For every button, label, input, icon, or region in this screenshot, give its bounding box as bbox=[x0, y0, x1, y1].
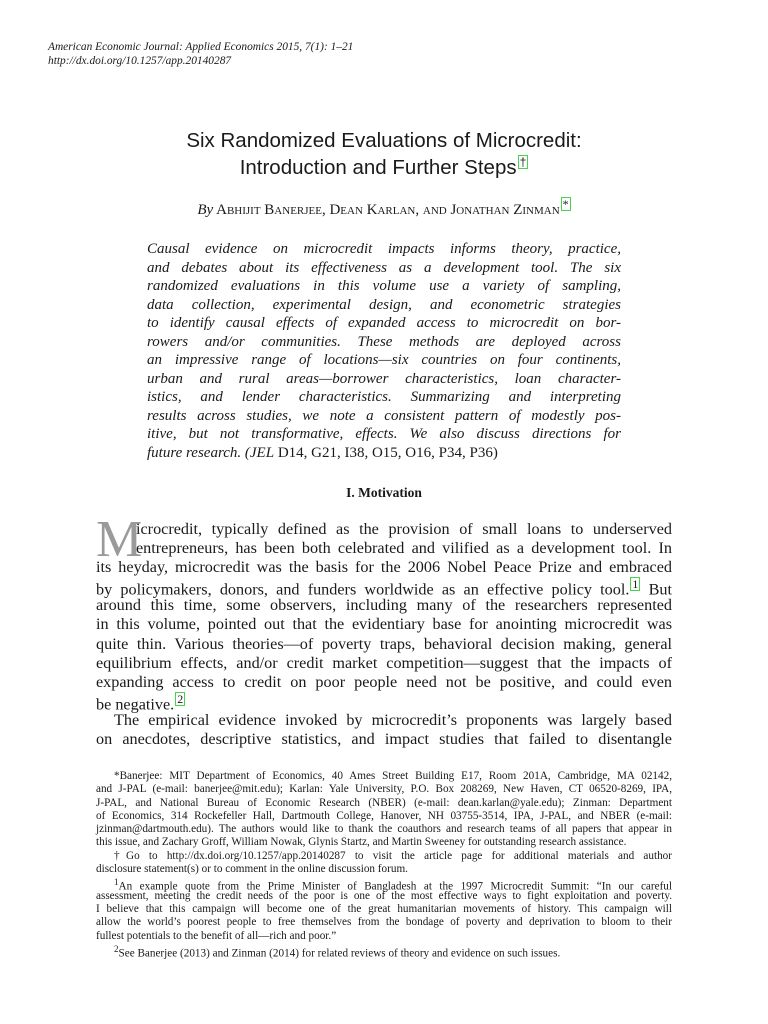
footnote-number: 2 bbox=[114, 943, 119, 954]
title-line-2 bbox=[0, 154, 768, 181]
abstract-line: data collection, experimental design, and econometric strategies bbox=[147, 296, 621, 313]
by-label: By bbox=[197, 202, 214, 218]
title-line-1: Six Randomized Evaluations of Microcredit: bbox=[186, 129, 582, 152]
footnote-line: J-PAL, and National Bureau of Economic Research (NBER) (e-mail: dean.karlan@yale.edu); Zinman: Department bbox=[96, 796, 672, 809]
body-line: in this volume, pointed out that the evidentiary base for anointing microcredit was bbox=[96, 615, 672, 634]
abstract bbox=[147, 240, 621, 462]
abstract-line: rowers and/or communities. These methods are deployed across bbox=[147, 333, 621, 350]
abstract-line: urban and rural areas—borrower characteristics, loan character- bbox=[147, 370, 621, 387]
footnote-line: and J-PAL (e-mail: banerjee@mit.edu); Karlan: Yale University, P.O. Box 208269, New Haven, CT 06520-8269, IPA, bbox=[96, 783, 672, 796]
body-text bbox=[96, 511, 672, 749]
journal-header bbox=[48, 40, 353, 68]
body-line: quite thin. Various theories—of poverty traps, behavioral decision making, general bbox=[96, 634, 672, 653]
abstract-line: results across studies, we note a consistent pattern of modestly pos- bbox=[147, 407, 621, 424]
footnote-line: this issue, and Zachary Groff, William Nowak, Glynis Startz, and Martin Sweeney for outstanding research assistance. bbox=[96, 836, 627, 849]
body-line-text: by policymakers, donors, and funders worldwide as an effective policy tool. bbox=[96, 580, 630, 599]
footnote-text: An example quote from the Prime Minister of Bangladesh at the 1997 Microcredit Summit: “In our careful bbox=[118, 881, 672, 894]
footnote-line: disclosure statement(s) or to comment in the online discussion forum. bbox=[96, 863, 408, 876]
drop-cap: M bbox=[96, 511, 143, 568]
abstract-line: an impressive range of locations—six countries on four continents, bbox=[147, 352, 621, 368]
footnote-line: I believe that this campaign will become one of the great humanitarian movements of history. This campaign will bbox=[96, 902, 672, 915]
footnote-line bbox=[96, 943, 672, 960]
star-footnote-link[interactable]: * bbox=[562, 197, 569, 211]
jel-codes: D14, G21, I38, O15, O16, P34, P36) bbox=[274, 444, 498, 461]
article-title bbox=[0, 127, 768, 181]
title-line-2-text: Introduction and Further Steps bbox=[239, 156, 517, 179]
body-line bbox=[96, 577, 672, 599]
body-line-text: But bbox=[640, 580, 672, 599]
footnote-line: of Economics, 314 Rockefeller Hall, Dartmouth College, Hanover, NH 03755-3514, IPA, J-PAL, and NBER (e-mail: bbox=[96, 809, 672, 822]
footnote-1-link[interactable]: 1 bbox=[632, 577, 639, 592]
abstract-line: istics, and lender characteristics. Summarizing and interpreting bbox=[147, 389, 621, 405]
body-line: around this time, some observers, including many of the researchers represented bbox=[96, 596, 672, 615]
dagger-footnote-link[interactable]: † bbox=[519, 155, 527, 170]
section-heading: I. Motivation bbox=[346, 485, 422, 500]
footnote-line bbox=[96, 876, 672, 894]
footnote-line: †Go to http://dx.doi.org/10.1257/app.20140287 to visit the article page for additional materials and author bbox=[114, 849, 672, 862]
author-names: Abhijit Banerjee, Dean Karlan, and Jonathan Zinman bbox=[216, 202, 560, 218]
abstract-last-text: future research. ( bbox=[147, 444, 250, 461]
body-line-text: be negative. bbox=[96, 695, 175, 714]
body-line: The empirical evidence invoked by microcredit’s proponents was largely based bbox=[114, 710, 672, 729]
abstract-line: and debates about its effectiveness as a development tool. The six bbox=[147, 259, 621, 276]
footnote-line: allow the world’s poorest people to free themselves from the bondage of poverty and deprivation to bloom to their bbox=[96, 916, 672, 929]
body-line bbox=[96, 691, 672, 714]
abstract-line: itive, but not transformative, effects. We also discuss directions for bbox=[147, 426, 621, 442]
doi-link[interactable]: http://dx.doi.org/10.1257/app.20140287 bbox=[48, 55, 232, 67]
body-line: equilibrium effects, and/or credit market competition—suggest that the impacts of bbox=[96, 653, 672, 672]
body-line: entrepreneurs, has been both celebrated and vilified as a development tool. In bbox=[136, 539, 672, 558]
body-line: expanding access to credit on poor people need not be positive, and could even bbox=[96, 672, 672, 691]
footnote-line: jzinman@dartmouth.edu). The authors would like to thank the coauthors and research teams of all papers that appear in bbox=[96, 823, 672, 836]
body-line: on anecdotes, descriptive statistics, and impact studies that failed to disentangle bbox=[96, 730, 672, 749]
footnote-line: assessment, meeting the credit needs of the poor is one of the most effective ways to fight exploitation and poverty. bbox=[96, 889, 672, 902]
body-line: its heyday, microcredit was the basis for the 2006 Nobel Peace Prize and embraced bbox=[96, 558, 672, 577]
footnotes bbox=[96, 770, 672, 960]
abstract-line: to identify causal effects of expanded access to microcredit on bor- bbox=[147, 315, 621, 331]
author-line bbox=[0, 197, 768, 220]
body-line: icrocredit, typically defined as the provision of small loans to underserved bbox=[136, 520, 672, 538]
footnote-number: 1 bbox=[114, 877, 119, 888]
footnote-line: *Banerjee: MIT Department of Economics, 40 Ames Street Building E17, Room 201A, Cambridge, MA 02142, bbox=[114, 770, 672, 782]
footnote-2-link[interactable]: 2 bbox=[177, 691, 184, 706]
abstract-line: Causal evidence on microcredit impacts informs theory, practice, bbox=[147, 241, 621, 257]
abstract-line: randomized evaluations in this volume use a variety of sampling, bbox=[147, 278, 621, 294]
jel-label: JEL bbox=[249, 444, 275, 461]
abstract-last-line bbox=[147, 444, 621, 463]
footnote-text: See Banerjee (2013) and Zinman (2014) for related reviews of theory and evidence on such issues. bbox=[118, 947, 561, 960]
footnote-line: fullest potentials to the benefit of all—rich and poor.” bbox=[96, 929, 337, 942]
journal-citation: American Economic Journal: Applied Economics 2015, 7(1): 1–21 bbox=[48, 41, 354, 53]
